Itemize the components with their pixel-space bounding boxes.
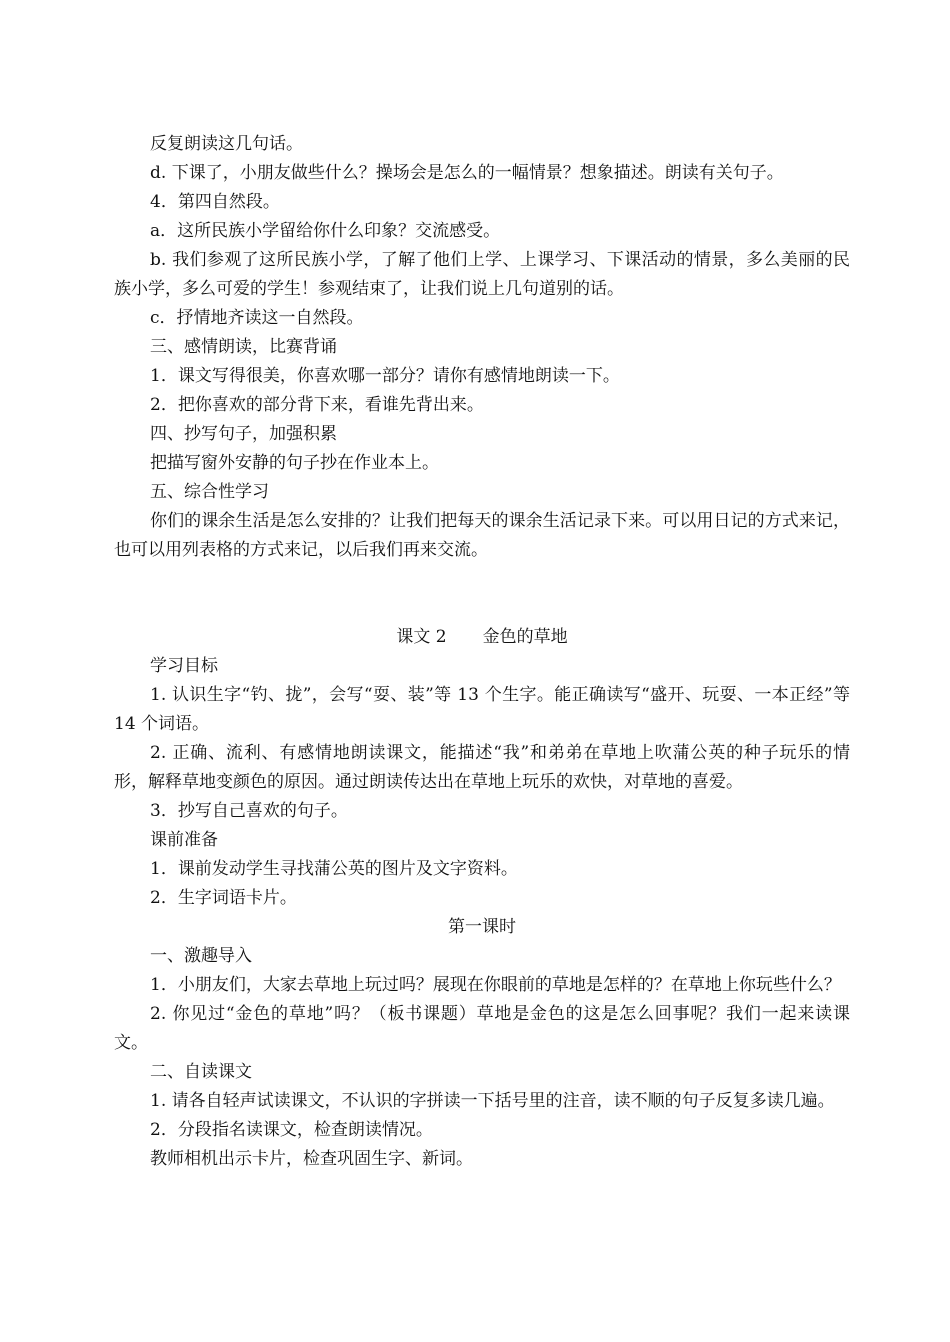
paragraph: 2．生字词语卡片。	[150, 888, 297, 908]
section-heading: 课前准备	[150, 830, 218, 850]
paragraph: 1. 请各自轻声试读课文，不认识的字拼读一下括号里的注音，读不顺的句子反复多读几遍。	[150, 1091, 835, 1111]
section-heading: 三、感情朗读，比赛背诵	[150, 337, 337, 357]
paragraph: a．这所民族小学留给你什么印象？交流感受。	[150, 221, 501, 241]
paragraph: 3．抄写自己喜欢的句子。	[150, 801, 348, 821]
document-page	[114, 130, 850, 1174]
section-heading: 一、激趣导入	[150, 946, 252, 966]
paragraph: 2. 你见过“金色的草地”吗？（板书课题）草地是金色的这是怎么回事呢？我们一起来读课文。	[114, 1004, 850, 1053]
paragraph: 你们的课余生活是怎么安排的？让我们把每天的课余生活记录下来。可以用日记的方式来记，也可以用列表格的方式来记，以后我们再来交流。	[114, 511, 850, 560]
paragraph: 把描写窗外安静的句子抄在作业本上。	[150, 453, 439, 473]
lesson-label: 课文 2	[396, 627, 447, 647]
paragraph: 1．课文写得很美，你喜欢哪一部分？请你有感情地朗读一下。	[150, 366, 620, 386]
paragraph: 反复朗读这几句话。	[150, 134, 303, 154]
section-heading: 四、抄写句子，加强积累	[150, 424, 337, 444]
paragraph: 2．分段指名读课文，检查朗读情况。	[150, 1120, 433, 1140]
section-heading: 五、综合性学习	[150, 482, 269, 502]
period-title: 第一课时	[448, 917, 516, 937]
paragraph: 2. 正确、流利、有感情地朗读课文，能描述“我”和弟弟在草地上吹蒲公英的种子玩乐的情形，解释草地变颜色的原因。通过朗读传达出在草地上玩乐的欢快，对草地的喜爱。	[114, 743, 850, 792]
paragraph: 1．小朋友们，大家去草地上玩过吗？展现在你眼前的草地是怎样的？在草地上你玩些什么？	[150, 975, 841, 995]
spacer	[114, 565, 850, 623]
paragraph: b. 我们参观了这所民族小学，了解了他们上学、上课学习、下课活动的情景，多么美丽的民族小学，多么可爱的学生！参观结束了，让我们说上几句道别的话。	[114, 250, 850, 299]
paragraph: 4．第四自然段。	[150, 192, 280, 212]
paragraph: d. 下课了，小朋友做些什么？操场会是怎么的一幅情景？想象描述。朗读有关句子。	[150, 163, 784, 183]
section-heading: 二、自读课文	[150, 1062, 252, 1082]
section-heading: 学习目标	[150, 656, 218, 676]
lesson-name: 金色的草地	[482, 627, 568, 647]
paragraph: 教师相机出示卡片，检查巩固生字、新词。	[150, 1149, 473, 1169]
paragraph: c．抒情地齐读这一自然段。	[150, 308, 364, 328]
paragraph: 1. 认识生字“钓、拢”，会写“耍、装”等 13 个生字。能正确读写“盛开、玩耍、一本正经”等 14 个词语。	[114, 685, 850, 734]
paragraph: 2．把你喜欢的部分背下来，看谁先背出来。	[150, 395, 484, 415]
paragraph: 1．课前发动学生寻找蒲公英的图片及文字资料。	[150, 859, 518, 879]
lesson-title	[114, 623, 850, 652]
